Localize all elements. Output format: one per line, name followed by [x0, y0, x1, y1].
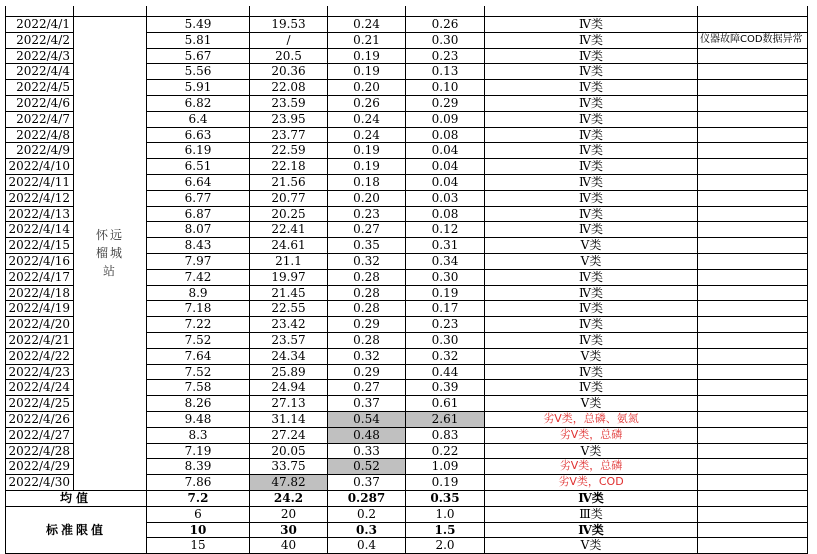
class-cell[interactable]: Ⅳ类: [485, 380, 698, 396]
value-cell-v1[interactable]: 8.3: [147, 427, 250, 443]
header-cell: [250, 6, 328, 17]
value-cell-v2[interactable]: 20.05: [250, 443, 328, 459]
value-cell-v1[interactable]: 6.87: [147, 206, 250, 222]
note-cell[interactable]: [698, 269, 808, 285]
note-cell[interactable]: [698, 332, 808, 348]
note-cell[interactable]: [698, 317, 808, 333]
value-cell-v4[interactable]: 0.13: [406, 64, 485, 80]
header-cell: [74, 6, 147, 17]
average-v1[interactable]: 7.2: [147, 490, 250, 506]
class-cell[interactable]: Ⅳ类: [485, 48, 698, 64]
note-cell[interactable]: [698, 17, 808, 33]
value-cell-v3[interactable]: 0.19: [328, 48, 406, 64]
note-cell[interactable]: [698, 459, 808, 475]
standard-v4[interactable]: 1.5: [406, 522, 485, 538]
class-cell[interactable]: Ⅴ类: [485, 396, 698, 412]
value-cell-v4[interactable]: 0.34: [406, 253, 485, 269]
value-cell-v4[interactable]: 0.10: [406, 80, 485, 96]
average-class[interactable]: Ⅳ类: [485, 490, 698, 506]
header-cell: [147, 6, 250, 17]
class-cell[interactable]: Ⅳ类: [485, 127, 698, 143]
value-cell-v2[interactable]: 23.77: [250, 127, 328, 143]
class-cell[interactable]: Ⅳ类: [485, 174, 698, 190]
note-cell[interactable]: [698, 253, 808, 269]
value-cell-v3[interactable]: 0.32: [328, 348, 406, 364]
class-cell[interactable]: Ⅳ类: [485, 17, 698, 33]
value-cell-v4[interactable]: 0.61: [406, 396, 485, 412]
date-cell[interactable]: 2022/4/14: [6, 222, 74, 238]
table-row: [6, 17, 808, 33]
date-cell[interactable]: 2022/4/20: [6, 317, 74, 333]
value-cell-v2[interactable]: 23.57: [250, 332, 328, 348]
value-cell-v2[interactable]: 24.34: [250, 348, 328, 364]
date-cell[interactable]: 2022/4/17: [6, 269, 74, 285]
value-cell-v4[interactable]: 0.17: [406, 301, 485, 317]
note-cell[interactable]: [698, 190, 808, 206]
standard-v3[interactable]: 0.4: [328, 538, 406, 554]
value-cell-v1[interactable]: 7.52: [147, 364, 250, 380]
value-cell-v1[interactable]: 7.58: [147, 380, 250, 396]
value-cell-v1[interactable]: 7.22: [147, 317, 250, 333]
value-cell-v1[interactable]: 8.26: [147, 396, 250, 412]
date-cell[interactable]: 2022/4/13: [6, 206, 74, 222]
note-cell[interactable]: [698, 48, 808, 64]
average-row: [6, 490, 808, 506]
value-cell-v2[interactable]: 20.25: [250, 206, 328, 222]
value-cell-v4[interactable]: 0.03: [406, 190, 485, 206]
header-cell: [328, 6, 406, 17]
value-cell-v2[interactable]: 22.59: [250, 143, 328, 159]
date-cell[interactable]: 2022/4/1: [6, 17, 74, 33]
class-cell[interactable]: Ⅳ类: [485, 80, 698, 96]
station-name-cell[interactable]: [74, 17, 147, 491]
value-cell-v3[interactable]: 0.20: [328, 80, 406, 96]
note-cell[interactable]: [698, 364, 808, 380]
value-cell-v3[interactable]: 0.52: [328, 459, 406, 475]
standard-v3[interactable]: 0.3: [328, 522, 406, 538]
date-cell[interactable]: 2022/4/7: [6, 111, 74, 127]
date-cell[interactable]: 2022/4/23: [6, 364, 74, 380]
note-cell[interactable]: [698, 490, 808, 506]
value-cell-v4[interactable]: 0.39: [406, 380, 485, 396]
value-cell-v4[interactable]: 1.09: [406, 459, 485, 475]
note-cell[interactable]: [698, 206, 808, 222]
value-cell-v2[interactable]: 22.41: [250, 222, 328, 238]
class-cell[interactable]: Ⅴ类: [485, 443, 698, 459]
class-cell[interactable]: Ⅴ类: [485, 348, 698, 364]
value-cell-v3[interactable]: 0.24: [328, 111, 406, 127]
note-cell[interactable]: [698, 143, 808, 159]
date-cell[interactable]: 2022/4/21: [6, 332, 74, 348]
value-cell-v1[interactable]: 6.64: [147, 174, 250, 190]
class-cell[interactable]: Ⅳ类: [485, 285, 698, 301]
value-cell-v3[interactable]: 0.19: [328, 159, 406, 175]
note-cell[interactable]: [698, 396, 808, 412]
value-cell-v3[interactable]: 0.37: [328, 396, 406, 412]
value-cell-v3[interactable]: 0.35: [328, 238, 406, 254]
class-cell[interactable]: Ⅳ类: [485, 32, 698, 48]
value-cell-v4[interactable]: 0.26: [406, 17, 485, 33]
value-cell-v2[interactable]: 24.94: [250, 380, 328, 396]
value-cell-v2[interactable]: 20.36: [250, 64, 328, 80]
value-cell-v3[interactable]: 0.33: [328, 443, 406, 459]
value-cell-v2[interactable]: 27.24: [250, 427, 328, 443]
class-cell[interactable]: Ⅳ类: [485, 190, 698, 206]
value-cell-v3[interactable]: 0.23: [328, 206, 406, 222]
value-cell-v2[interactable]: 33.75: [250, 459, 328, 475]
value-cell-v3[interactable]: 0.20: [328, 190, 406, 206]
value-cell-v4[interactable]: 0.30: [406, 269, 485, 285]
standard-v2[interactable]: 30: [250, 522, 328, 538]
standard-class[interactable]: Ⅲ类: [485, 506, 698, 522]
value-cell-v1[interactable]: 5.67: [147, 48, 250, 64]
class-cell[interactable]: 劣Ⅴ类，总磷: [485, 427, 698, 443]
class-cell[interactable]: Ⅳ类: [485, 364, 698, 380]
value-cell-v2[interactable]: /: [250, 32, 328, 48]
value-cell-v4[interactable]: 0.22: [406, 443, 485, 459]
header-cell: [698, 6, 808, 17]
value-cell-v3[interactable]: 0.28: [328, 332, 406, 348]
date-cell[interactable]: 2022/4/28: [6, 443, 74, 459]
header-cell: [485, 6, 698, 17]
value-cell-v1[interactable]: 7.18: [147, 301, 250, 317]
class-cell[interactable]: Ⅳ类: [485, 206, 698, 222]
header-cell: [6, 6, 74, 17]
note-cell[interactable]: [698, 522, 808, 538]
note-cell[interactable]: [698, 538, 808, 554]
value-cell-v4[interactable]: 0.23: [406, 48, 485, 64]
value-cell-v4[interactable]: 2.61: [406, 411, 485, 427]
date-cell[interactable]: 2022/4/19: [6, 301, 74, 317]
value-cell-v1[interactable]: 7.64: [147, 348, 250, 364]
average-label[interactable]: 均值: [6, 490, 147, 506]
date-cell[interactable]: 2022/4/8: [6, 127, 74, 143]
value-cell-v3[interactable]: 0.37: [328, 475, 406, 491]
value-cell-v1[interactable]: 8.43: [147, 238, 250, 254]
value-cell-v3[interactable]: 0.29: [328, 317, 406, 333]
value-cell-v1[interactable]: 7.19: [147, 443, 250, 459]
value-cell-v2[interactable]: 19.97: [250, 269, 328, 285]
standard-class[interactable]: Ⅴ类: [485, 538, 698, 554]
value-cell-v1[interactable]: 6.19: [147, 143, 250, 159]
value-cell-v1[interactable]: 6.82: [147, 95, 250, 111]
value-cell-v3[interactable]: 0.28: [328, 285, 406, 301]
header-cell: [406, 6, 485, 17]
value-cell-v2[interactable]: 47.82: [250, 475, 328, 491]
value-cell-v1[interactable]: 6.4: [147, 111, 250, 127]
date-cell[interactable]: 2022/4/30: [6, 475, 74, 491]
note-cell[interactable]: [698, 348, 808, 364]
note-cell[interactable]: [698, 238, 808, 254]
value-cell-v3[interactable]: 0.24: [328, 17, 406, 33]
note-cell[interactable]: [698, 111, 808, 127]
standard-v3[interactable]: 0.2: [328, 506, 406, 522]
value-cell-v2[interactable]: 20.77: [250, 190, 328, 206]
value-cell-v2[interactable]: 23.59: [250, 95, 328, 111]
value-cell-v4[interactable]: 0.30: [406, 332, 485, 348]
value-cell-v4[interactable]: 0.23: [406, 317, 485, 333]
standard-v4[interactable]: 1.0: [406, 506, 485, 522]
class-cell[interactable]: Ⅳ类: [485, 301, 698, 317]
value-cell-v2[interactable]: 19.53: [250, 17, 328, 33]
note-cell[interactable]: [698, 64, 808, 80]
class-cell[interactable]: Ⅴ类: [485, 253, 698, 269]
class-cell[interactable]: Ⅳ类: [485, 317, 698, 333]
value-cell-v1[interactable]: 5.56: [147, 64, 250, 80]
note-cell[interactable]: [698, 222, 808, 238]
value-cell-v2[interactable]: 21.56: [250, 174, 328, 190]
value-cell-v1[interactable]: 7.42: [147, 269, 250, 285]
value-cell-v2[interactable]: 23.42: [250, 317, 328, 333]
date-cell[interactable]: 2022/4/27: [6, 427, 74, 443]
value-cell-v1[interactable]: 8.39: [147, 459, 250, 475]
value-cell-v2[interactable]: 21.1: [250, 253, 328, 269]
value-cell-v3[interactable]: 0.32: [328, 253, 406, 269]
class-cell[interactable]: Ⅳ类: [485, 64, 698, 80]
value-cell-v2[interactable]: 25.89: [250, 364, 328, 380]
value-cell-v2[interactable]: 22.18: [250, 159, 328, 175]
standard-v1[interactable]: 10: [147, 522, 250, 538]
value-cell-v3[interactable]: 0.28: [328, 301, 406, 317]
class-cell[interactable]: 劣Ⅴ类，总磷: [485, 459, 698, 475]
date-cell[interactable]: 2022/4/15: [6, 238, 74, 254]
note-cell[interactable]: [698, 427, 808, 443]
average-v3[interactable]: 0.287: [328, 490, 406, 506]
station-name: 怀远榴城站: [95, 228, 124, 279]
value-cell-v4[interactable]: 0.08: [406, 206, 485, 222]
class-cell[interactable]: Ⅴ类: [485, 238, 698, 254]
date-cell[interactable]: 2022/4/3: [6, 48, 74, 64]
note-cell[interactable]: [698, 443, 808, 459]
value-cell-v3[interactable]: 0.19: [328, 64, 406, 80]
class-cell[interactable]: Ⅳ类: [485, 95, 698, 111]
value-cell-v3[interactable]: 0.19: [328, 143, 406, 159]
value-cell-v3[interactable]: 0.48: [328, 427, 406, 443]
class-cell[interactable]: Ⅳ类: [485, 111, 698, 127]
class-cell[interactable]: Ⅳ类: [485, 332, 698, 348]
value-cell-v4[interactable]: 0.09: [406, 111, 485, 127]
note-cell[interactable]: [698, 475, 808, 491]
date-cell[interactable]: 2022/4/29: [6, 459, 74, 475]
standard-v1[interactable]: 6: [147, 506, 250, 522]
date-cell[interactable]: 2022/4/11: [6, 174, 74, 190]
value-cell-v4[interactable]: 0.04: [406, 174, 485, 190]
date-cell[interactable]: 2022/4/24: [6, 380, 74, 396]
value-cell-v2[interactable]: 22.08: [250, 80, 328, 96]
class-cell[interactable]: Ⅳ类: [485, 159, 698, 175]
value-cell-v1[interactable]: 7.52: [147, 332, 250, 348]
value-cell-v4[interactable]: 0.44: [406, 364, 485, 380]
date-cell[interactable]: 2022/4/22: [6, 348, 74, 364]
value-cell-v4[interactable]: 0.04: [406, 159, 485, 175]
note-cell[interactable]: [698, 95, 808, 111]
value-cell-v4[interactable]: 0.12: [406, 222, 485, 238]
note-cell[interactable]: [698, 127, 808, 143]
note-cell[interactable]: 仪器故障COD数据异常: [698, 32, 808, 48]
value-cell-v3[interactable]: 0.24: [328, 127, 406, 143]
value-cell-v4[interactable]: 0.30: [406, 32, 485, 48]
value-cell-v4[interactable]: 0.08: [406, 127, 485, 143]
class-cell[interactable]: 劣Ⅴ类，COD: [485, 475, 698, 491]
date-cell[interactable]: 2022/4/25: [6, 396, 74, 412]
value-cell-v1[interactable]: 6.51: [147, 159, 250, 175]
note-cell[interactable]: [698, 80, 808, 96]
value-cell-v3[interactable]: 0.27: [328, 380, 406, 396]
value-cell-v1[interactable]: 6.77: [147, 190, 250, 206]
note-cell[interactable]: [698, 380, 808, 396]
date-cell[interactable]: 2022/4/10: [6, 159, 74, 175]
date-cell[interactable]: 2022/4/18: [6, 285, 74, 301]
value-cell-v2[interactable]: 31.14: [250, 411, 328, 427]
value-cell-v1[interactable]: 8.9: [147, 285, 250, 301]
value-cell-v4[interactable]: 0.31: [406, 238, 485, 254]
date-cell[interactable]: 2022/4/9: [6, 143, 74, 159]
value-cell-v3[interactable]: 0.21: [328, 32, 406, 48]
value-cell-v3[interactable]: 0.28: [328, 269, 406, 285]
value-cell-v2[interactable]: 20.5: [250, 48, 328, 64]
cropped-header-row: [6, 6, 808, 17]
standard-v1[interactable]: 15: [147, 538, 250, 554]
class-cell[interactable]: Ⅳ类: [485, 269, 698, 285]
standard-v2[interactable]: 40: [250, 538, 328, 554]
standard-label[interactable]: 标准限值: [6, 506, 147, 553]
value-cell-v4[interactable]: 0.04: [406, 143, 485, 159]
standard-row: [6, 506, 808, 522]
value-cell-v3[interactable]: 0.54: [328, 411, 406, 427]
standard-class[interactable]: Ⅳ类: [485, 522, 698, 538]
note-cell[interactable]: [698, 411, 808, 427]
standard-v4[interactable]: 2.0: [406, 538, 485, 554]
value-cell-v2[interactable]: 27.13: [250, 396, 328, 412]
date-cell[interactable]: 2022/4/2: [6, 32, 74, 48]
note-cell[interactable]: [698, 506, 808, 522]
class-cell[interactable]: Ⅳ类: [485, 222, 698, 238]
average-v4[interactable]: 0.35: [406, 490, 485, 506]
class-cell[interactable]: Ⅳ类: [485, 143, 698, 159]
value-cell-v2[interactable]: 21.45: [250, 285, 328, 301]
value-cell-v4[interactable]: 0.32: [406, 348, 485, 364]
value-cell-v4[interactable]: 0.19: [406, 475, 485, 491]
date-cell[interactable]: 2022/4/12: [6, 190, 74, 206]
value-cell-v3[interactable]: 0.27: [328, 222, 406, 238]
date-cell[interactable]: 2022/4/4: [6, 64, 74, 80]
value-cell-v3[interactable]: 0.18: [328, 174, 406, 190]
value-cell-v1[interactable]: 6.63: [147, 127, 250, 143]
note-cell[interactable]: [698, 159, 808, 175]
value-cell-v1[interactable]: 7.86: [147, 475, 250, 491]
value-cell-v4[interactable]: 0.19: [406, 285, 485, 301]
note-cell[interactable]: [698, 301, 808, 317]
class-cell[interactable]: 劣Ⅴ类，总磷、氨氮: [485, 411, 698, 427]
value-cell-v3[interactable]: 0.26: [328, 95, 406, 111]
date-cell[interactable]: 2022/4/16: [6, 253, 74, 269]
value-cell-v4[interactable]: 0.83: [406, 427, 485, 443]
average-v2[interactable]: 24.2: [250, 490, 328, 506]
value-cell-v1[interactable]: 9.48: [147, 411, 250, 427]
value-cell-v2[interactable]: 24.61: [250, 238, 328, 254]
value-cell-v1[interactable]: 5.81: [147, 32, 250, 48]
value-cell-v3[interactable]: 0.29: [328, 364, 406, 380]
value-cell-v1[interactable]: 8.07: [147, 222, 250, 238]
date-cell[interactable]: 2022/4/26: [6, 411, 74, 427]
value-cell-v2[interactable]: 23.95: [250, 111, 328, 127]
note-cell[interactable]: [698, 174, 808, 190]
water-quality-table: [5, 6, 808, 554]
value-cell-v2[interactable]: 22.55: [250, 301, 328, 317]
date-cell[interactable]: 2022/4/6: [6, 95, 74, 111]
value-cell-v4[interactable]: 0.29: [406, 95, 485, 111]
value-cell-v1[interactable]: 5.49: [147, 17, 250, 33]
date-cell[interactable]: 2022/4/5: [6, 80, 74, 96]
value-cell-v1[interactable]: 5.91: [147, 80, 250, 96]
value-cell-v1[interactable]: 7.97: [147, 253, 250, 269]
note-cell[interactable]: [698, 285, 808, 301]
standard-v2[interactable]: 20: [250, 506, 328, 522]
